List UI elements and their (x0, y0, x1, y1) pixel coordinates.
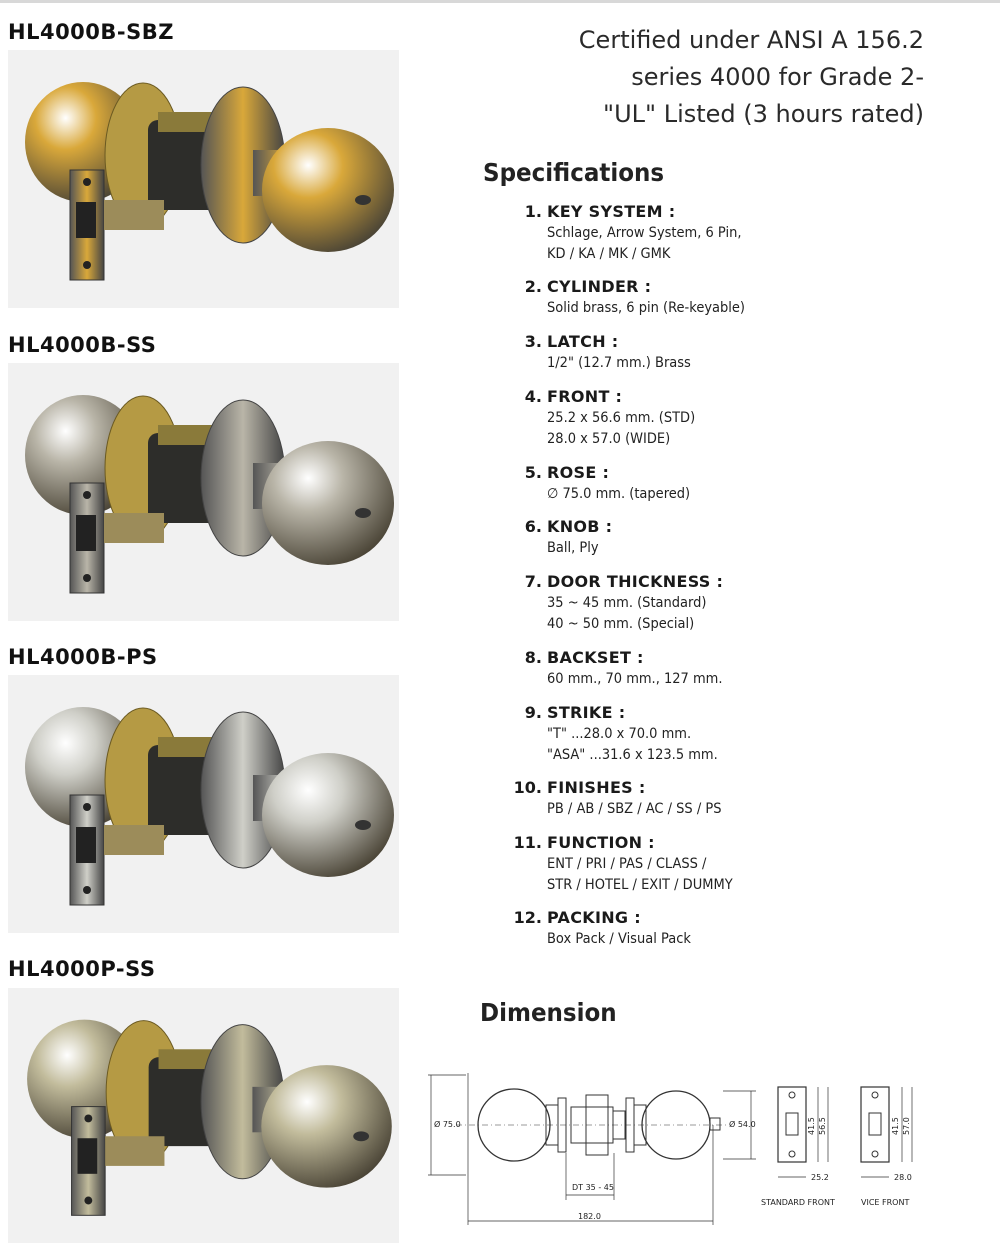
standard-front-caption: STANDARD FRONT (761, 1198, 835, 1207)
spec-label: BACKSET : (547, 648, 644, 667)
latch-bolt (76, 515, 96, 551)
latch-opening (786, 1113, 798, 1135)
product-photo-sbz (8, 50, 399, 308)
product-title-ps: HL4000B-PS (8, 645, 158, 669)
door-thickness-label: DT 35 - 45 (572, 1183, 614, 1192)
spec-value: 40 ~ 50 mm. (Special) (547, 616, 695, 632)
spec-value: 1/2" (12.7 mm.) Brass (547, 355, 691, 371)
spec-number: 11. (513, 833, 542, 852)
keyway (710, 1118, 720, 1130)
screw (84, 1115, 92, 1123)
product-photo-p-ss (8, 988, 399, 1243)
dimension-title: Dimension (480, 998, 617, 1027)
latch-bolt (77, 1138, 97, 1174)
spec-value: ∅ 75.0 mm. (tapered) (547, 486, 691, 502)
spec-label: ROSE : (547, 463, 610, 482)
vice-front-height-1-label: 41.5 (891, 1117, 900, 1135)
spec-value: 28.0 x 57.0 (WIDE) (547, 431, 671, 447)
spec-value: 60 mm., 70 mm., 127 mm. (547, 671, 723, 687)
spec-value: ENT / PRI / PAS / CLASS / (547, 856, 707, 872)
spec-value: Box Pack / Visual Pack (547, 931, 691, 947)
screw (83, 886, 91, 894)
certification-line: Certified under ANSI A 156.2 (578, 26, 924, 54)
front-knob (261, 1065, 391, 1188)
keyway (353, 1131, 369, 1141)
product-title-ss: HL4000B-SS (8, 333, 157, 357)
spec-value: KD / KA / MK / GMK (547, 246, 671, 262)
spec-value: 25.2 x 56.6 mm. (STD) (547, 410, 696, 426)
screw-hole (872, 1151, 878, 1157)
spec-number: 1. (524, 202, 542, 221)
knob-diameter-label: Ø 54.0 (729, 1120, 756, 1129)
spec-number: 6. (524, 517, 542, 536)
spec-label: STRIKE : (547, 703, 626, 722)
overall-length-label: 182.0 (578, 1212, 601, 1221)
spec-value: Ball, Ply (547, 540, 599, 556)
latch-tube (105, 1136, 164, 1166)
spec-number: 5. (524, 463, 542, 482)
spec-label: FUNCTION : (547, 833, 655, 852)
screw (83, 491, 91, 499)
spec-value: PB / AB / SBZ / AC / SS / PS (547, 801, 722, 817)
std-front-height-2-label: 56.5 (818, 1117, 827, 1135)
std-front-width-label: 25.2 (811, 1173, 829, 1182)
spec-value: Solid brass, 6 pin (Re-keyable) (547, 300, 746, 316)
spec-label: FRONT : (547, 387, 623, 406)
spec-number: 10. (513, 778, 542, 797)
keyway (355, 508, 371, 518)
keyway (355, 820, 371, 830)
dimension-drawing (426, 1065, 946, 1235)
spec-label: KEY SYSTEM : (547, 202, 676, 221)
front-knob (262, 441, 394, 565)
spec-number: 2. (524, 277, 542, 296)
spec-number: 4. (524, 387, 542, 406)
certification-line: series 4000 for Grade 2- (631, 63, 924, 91)
spec-label: PACKING : (547, 908, 641, 927)
screw (84, 1197, 92, 1205)
std-front-height-1-label: 41.5 (807, 1117, 816, 1135)
screw-hole (789, 1092, 795, 1098)
spec-number: 9. (524, 703, 542, 722)
product-photo-ps (8, 675, 399, 933)
spec-value: "T" ...28.0 x 70.0 mm. (547, 726, 692, 742)
spec-number: 3. (524, 332, 542, 351)
screw (83, 261, 91, 269)
latch-bolt (76, 202, 96, 238)
screw (83, 574, 91, 582)
spec-value: STR / HOTEL / EXIT / DUMMY (547, 877, 733, 893)
product-title-sbz: HL4000B-SBZ (8, 20, 174, 44)
spec-number: 7. (524, 572, 542, 591)
spec-label: LATCH : (547, 332, 619, 351)
spec-value: "ASA" ...31.6 x 123.5 mm. (547, 747, 718, 763)
latch-bolt (76, 827, 96, 863)
product-title-p-ss: HL4000P-SS (8, 957, 156, 981)
spec-value: 35 ~ 45 mm. (Standard) (547, 595, 707, 611)
spec-label: FINISHES : (547, 778, 646, 797)
screw-hole (789, 1151, 795, 1157)
spec-label: DOOR THICKNESS : (547, 572, 724, 591)
certification-line: "UL" Listed (3 hours rated) (603, 100, 924, 128)
certification-text (579, 22, 924, 133)
product-photo-ss (8, 363, 399, 621)
spec-number: 12. (513, 908, 542, 927)
latch-tube (104, 513, 164, 543)
spec-value: Schlage, Arrow System, 6 Pin, (547, 225, 742, 241)
spec-number: 8. (524, 648, 542, 667)
screw-hole (872, 1092, 878, 1098)
vice-front-height-2-label: 57.0 (902, 1117, 911, 1135)
spec-label: KNOB : (547, 517, 613, 536)
spec-label: CYLINDER : (547, 277, 652, 296)
front-knob (262, 128, 394, 252)
latch-tube (104, 825, 164, 855)
rose-diameter-label: Ø 75.0 (434, 1120, 461, 1129)
screw (83, 803, 91, 811)
latch-opening (869, 1113, 881, 1135)
vice-front-caption: VICE FRONT (861, 1198, 910, 1207)
latch-tube (104, 200, 164, 230)
keyway (355, 195, 371, 205)
screw (83, 178, 91, 186)
specifications-title: Specifications (483, 158, 665, 187)
top-border (0, 0, 1000, 3)
vice-front-width-label: 28.0 (894, 1173, 912, 1182)
front-knob (262, 753, 394, 877)
